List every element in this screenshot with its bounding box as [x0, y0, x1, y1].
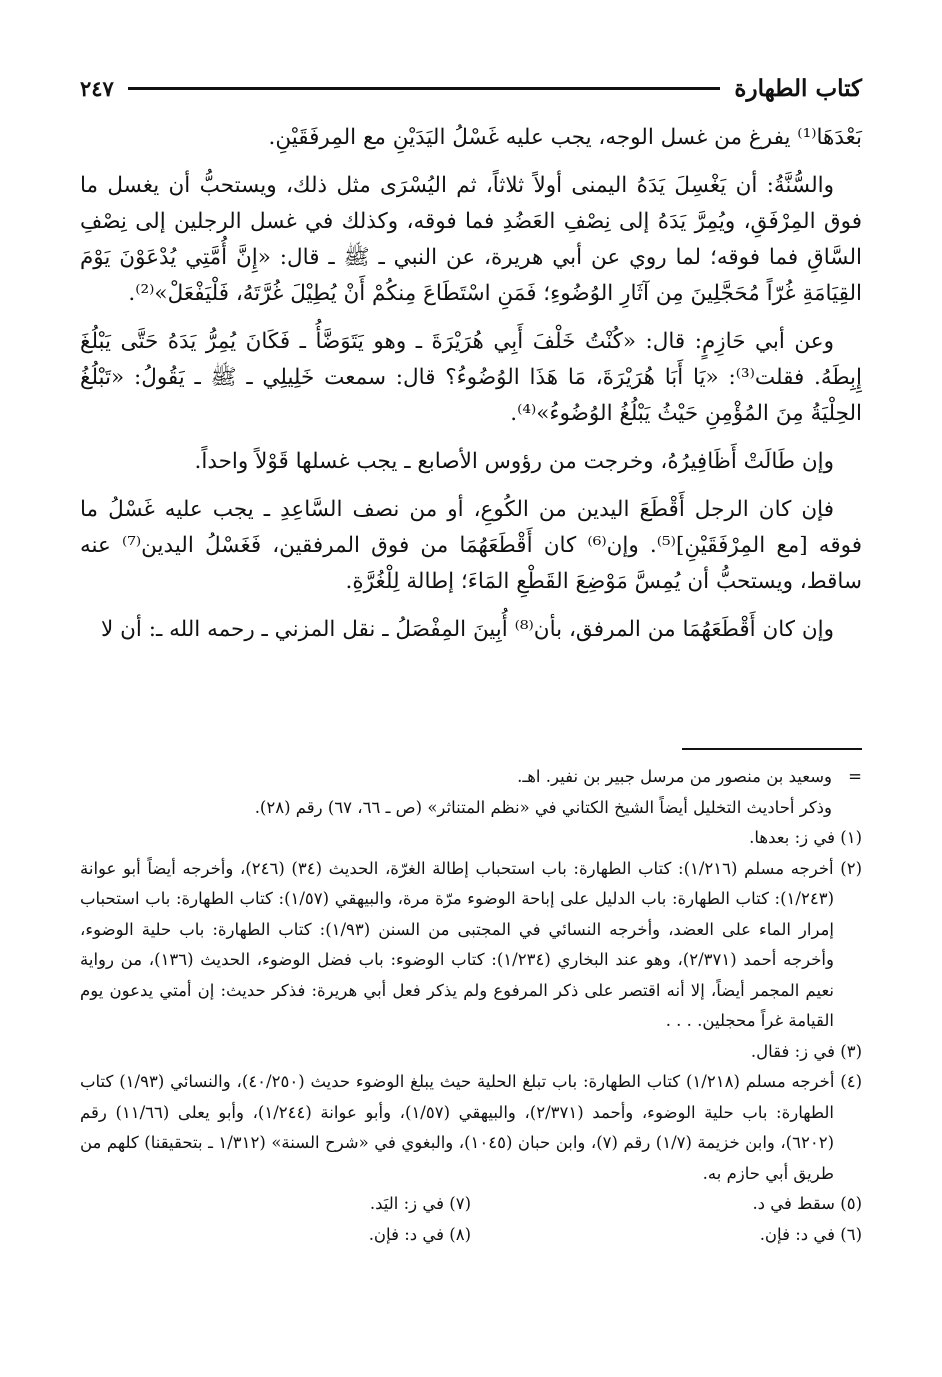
footnote-4: (٤) أخرجه مسلم (١/٢١٨) كتاب الطهارة: باب تبلغ الحلية حيث يبلغ الوضوء حديث (٤٠/٢٥٠)، والنسائي (١/٩٣) كتاب الطهارة: باب حلية الوضوء، وأحمد (٢/٣٧١)، والبيهقي (١/٥٧)، وأبو عوانة (١/٢٤٤)، وأبو يعلى (١١/٦٦) رقم (٦٢٠٢)، وابن خزيمة (١/٧) رقم (٧)، وابن حبان (١٠٤٥)، والبغوي في «شرح السنة» (١/٣١٢ ـ بتحقيقنا) كلهم من طريق أبي حازم به.	[80, 1072, 863, 1183]
footnote-8: (٨) في د: فإن.	[368, 1224, 471, 1244]
footnote-7: (٧) في ز: اليَد.	[369, 1194, 471, 1213]
main-text	[80, 120, 862, 660]
footnote-1: (١) في ز: بعدها.	[749, 828, 862, 847]
footnote-continued: = وسعيد بن منصور من مرسل جبير بن نفير. اهـ.	[80, 762, 862, 793]
footnote-2: (٢) أخرجه مسلم (١/٢١٦): كتاب الطهارة: باب استحباب إطالة الغرّة، الحديث (٣٤) (٢٤٦)، وأخرجه أيضاً أبو عوانة (١/٢٤٣): كتاب الطهارة: باب الدليل على إباحة الوضوء مرّة مرة، والبيهقي (١/٥٧): كتاب الطهارة: باب استحباب إمرار الماء على العضد، وأخرجه النسائي في المجتبى من السنن (١/٩٣): كتاب الطهارة: باب حلية الوضوء، وأخرجه أحمد (٢/٣٧١)، وهو عند البخاري (١/٢٣٤): كتاب الوضوء: باب فضل الوضوء، الحديث (١٣٦)، من رواية نعيم المجمر أيضاً، إلا أنه اقتصر على ذكر المرفوع ولم يذكر فعل أبي هريرة: فذكر حديث: إن أمتي يدعون يوم القيامة غراً محجلين. . . .	[80, 858, 863, 1030]
footnote-5: (٥) سقط في د.	[752, 1194, 862, 1213]
page-number: ٢٤٧	[80, 75, 114, 101]
header-rule	[128, 87, 721, 90]
paragraph: وإن طَالَتْ أَظَافِيرُهُ، وخرجت من رؤوس الأصابع ـ يجب غسلها قَوْلاً واحداً.	[194, 449, 834, 474]
footnote-row	[80, 1189, 862, 1220]
footnote-separator	[682, 748, 862, 750]
paragraph: وعن أبي حَازِمٍ: قال: «كُنْتُ خَلْفَ أَبِي هُرَيْرَةَ ـ وهو يَتَوَضَّأُ ـ فَكَانَ يُمِرُّ يَدَهُ حَتَّى يَبْلُغَ إِبِطَهُ. فقلت⁽³⁾: «يَا أَبَا هُرَيْرَةَ، مَا هَذَا الوُضُوءُ؟ قال: سمعت خَلِيلِي ـ ﷺ ـ يَقُولُ: «تَبْلُغُ الحِلْيَةُ مِنَ المُؤْمِنِ حَيْثُ يَبْلُغُ الوُضُوءُ»⁽⁴⁾.	[80, 329, 862, 426]
paragraph: فإن كان الرجل أَقْطَعَ اليدين من الكُوعِ، أو من نصف السَّاعِدِ ـ يجب عليه غَسْلُ ما فوقه [مع المِرْفَقَيْنِ]⁽⁵⁾. وإن⁽⁶⁾ كان أَقْطَعَهُمَا من فوق المرفقين، فَغَسْلُ اليدين⁽⁷⁾ عنه ساقط، ويستحبُّ أن يُمِسَّ مَوْضِعَ القَطْعِ المَاءَ؛ إطالة لِلْغُرَّةِ.	[80, 497, 863, 594]
footnote-3: (٣) في ز: فقال.	[750, 1041, 862, 1061]
paragraph: والسُّنَّةُ: أن يَغْسِلَ يَدَهُ اليمنى أولاً ثلاثاً، ثم اليُسْرَى مثل ذلك، ويستحبُّ أن يغسل ما فوق المِرْفَقِ، ويُمِرَّ يَدَهُ إلى نِصْفِ العَضُدِ فما فوقه، وكذلك في غسل الرجلين إلى نِصْفِ السَّاقِ فما فوقه؛ لما روي عن أبي هريرة، عن النبي ـ ﷺ ـ قال: «إِنَّ أُمَّتِي يُدْعَوْنَ يَوْمَ القِيَامَةِ غُرّاً مُحَجَّلِينَ مِن آثَارِ الوُضُوءِ؛ فَمَنِ اسْتَطَاعَ مِنكُمْ أَنْ يُطِيْلَ غُرَّتَهُ، فَلْيَفْعَلْ»⁽²⁾.	[80, 173, 862, 306]
paragraph: وإن كان أَقْطَعَهُمَا من المرفق، بأن⁽⁸⁾ أُبِينَ المِفْصَلُ ـ نقل المزني ـ رحمه الله ـ: أن لا	[101, 617, 834, 642]
paragraph: بَعْدَهَا⁽¹⁾ يفرغ من غسل الوجه، يجب عليه غَسْلُ اليَدَيْنِ مع المِرفَقَيْنِ.	[268, 125, 862, 150]
footnote-continued: وذكر أحاديث التخليل أيضاً الشيخ الكتاني في «نظم المتناثر» (ص ـ ٦٦، ٦٧) رقم (٢٨).	[254, 797, 832, 817]
footnote-row	[80, 1220, 862, 1251]
footnote-6: (٦) في د: فإن.	[759, 1224, 862, 1244]
chapter-title: كتاب الطهارة	[734, 74, 862, 102]
page-header	[80, 70, 862, 106]
footnotes	[80, 762, 862, 1250]
continuation-mark: =	[848, 767, 862, 786]
